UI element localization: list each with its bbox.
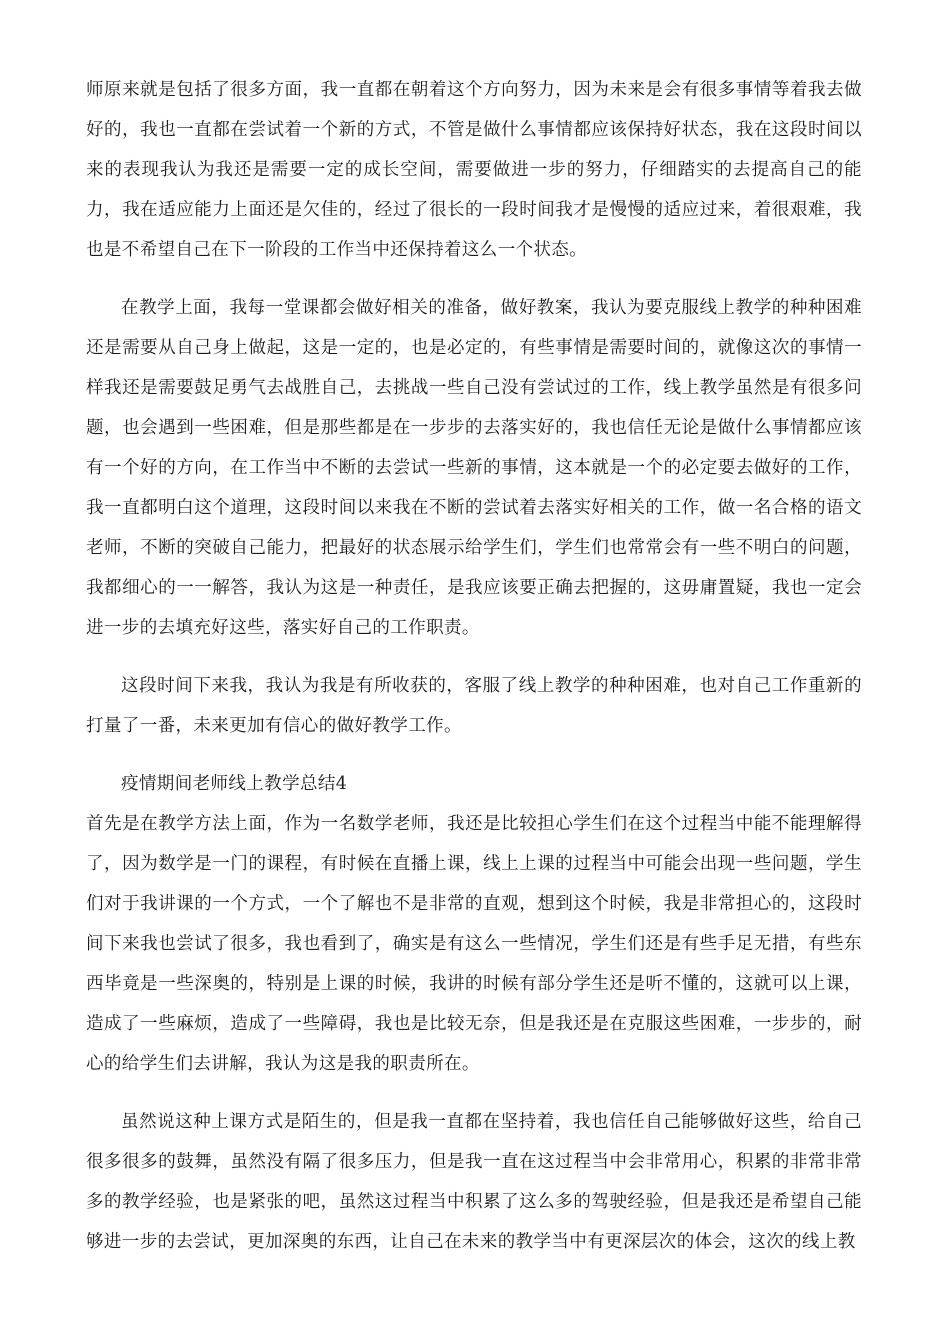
paragraph-continuation: 师原来就是包括了很多方面，我一直都在朝着这个方向努力，因为未来是会有很多事情等着我去做好的，我也一直都在尝试着一个新的方式，不管是做什么事情都应该保持好状态，我在这段时间以来的表现我认为我还是需要一定的成长空间，需要做进一步的努力，仔细踏实的去提高自己的能力，我在适应能力上面还是欠佳的，经过了很长的一段时间我才是慢慢的适应过来，着很艰难，我也是不希望自己在下一阶段的工作当中还保持着这么一个状态。 [86,80,862,260]
document-body [86,70,862,1280]
paragraph-persistence: 虽然说这种上课方式是陌生的，但是我一直都在坚持着，我也信任自己能够做好这些，给自己很多很多的鼓舞，虽然没有隔了很多压力，但是我一直在这过程当中会非常用心，积累的非常非常多的教学经验，也是紧张的吧，虽然这过程当中积累了这么多的驾驶经验，但是我还是希望自己能够进一步的去尝试，更加深奥的东西，让自己在未来的教学当中有更深层次的体会，这次的线上教 [86,1112,862,1252]
paragraph-teaching: 在教学上面，我每一堂课都会做好相关的准备，做好教案，我认为要克服线上教学的种种困难还是需要从自己身上做起，这是一定的，也是必定的，有些事情是需要时间的，就像这次的事情一样我还是需要鼓足勇气去战胜自己，去挑战一些自己没有尝试过的工作，线上教学虽然是有很多问题，也会遇到一些困难，但是那些都是在一步步的去落实好的，我也信任无论是做什么事情都应该有一个好的方向，在工作当中不断的去尝试一些新的事情，这本就是一个的必定要去做好的工作，我一直都明白这个道理，这段时间以来我在不断的尝试着去落实好相关的工作，做一名合格的语文老师，不断的突破自己能力，把最好的状态展示给学生们，学生们也常常会有一些不明白的问题，我都细心的一一解答，我认为这是一种责任，是我应该要正确去把握的，这毋庸置疑，我也一定会进一步的去填充好这些，落实好自己的工作职责。 [86,298,862,638]
paragraph-conclusion: 这段时间下来我，我认为我是有所收获的，客服了线上教学的种种困难，也对自己工作重新的打量了一番，未来更加有信心的做好教学工作。 [86,676,862,736]
section-heading: 疫情期间老师线上教学总结4 [121,774,348,794]
paragraph-math-method: 首先是在教学方法上面，作为一名数学老师，我还是比较担心学生们在这个过程当中能不能理解得了，因为数学是一门的课程，有时候在直播上课，线上上课的过程当中可能会出现一些问题，学生们对于我讲课的一个方式，一个了解也不是非常的直观，想到这个时候，我是非常担心的，这段时间下来我也尝试了很多，我也看到了，确实是有这么一些情况，学生们还是有些手足无措，有些东西毕竟是一些深奥的，特别是上课的时候，我讲的时候有部分学生还是听不懂的，这就可以上课，造成了一些麻烦，造成了一些障碍，我也是比较无奈，但是我还是在克服这些困难，一步步的，耐心的给学生们去讲解，我认为这是我的职责所在。 [86,814,862,1074]
